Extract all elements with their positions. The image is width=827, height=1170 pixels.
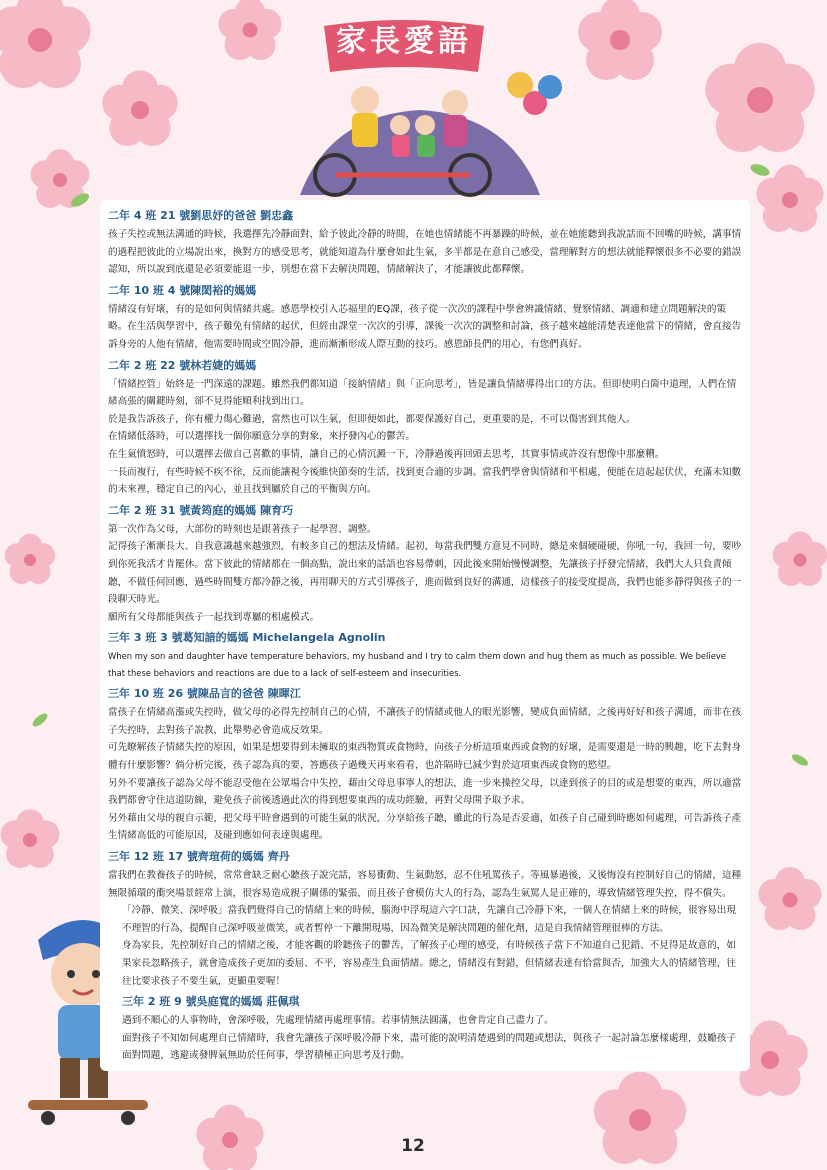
paragraph: 於是我告訴孩子，你有權力傷心難過，當然也可以生氣，但即便如此，都要保護好自己，更重要的是，不可以傷害到其他人。: [108, 413, 636, 425]
article-body: [100, 200, 750, 1071]
section: [108, 207, 742, 279]
section: [108, 502, 742, 627]
paragraph: 另外藉由父母的親自示範，把父母平時會遇到的可能生氣的狀況，分享給孩子聽，雖此的行為是否妥適，如孩子自己碰到時應如何處理，可告訴孩子產生情緒高低的可能原因，及碰到應如何表達與處理。: [108, 812, 742, 842]
paragraph: 可先瞭解孩子情緒失控的原因，如果是想要得到未擁取的東西物質或食物時，向孩子分析這項東西或食物的好壞，是需要還是一時的興趣，吃下去對身體有什麼影響？倘分析完後，孩子認為真的要，答應孩子過幾天再來看看，也許隔時已減少對於這項東西或食物的慾望。: [108, 742, 742, 772]
paragraph: 孩子失控或無法溝通的時候，我選擇先冷靜面對，給予彼此冷靜的時間，在她也情緒能不再暴躁的時候，並在她能聽到我說話而不回嘴的時候，講事情的過程把彼此的立場說出來，換對方的感受思考，就能知道為什麼會如此生氣，多半都是在意自己感受，當理解對方的想法就能釋懷很多不必要的錯誤認知，所以說到底還是必須要能退一步，別想在當下去解決問題，情緒解決了，才能讓彼此都釋懷。: [108, 229, 742, 276]
section: [108, 993, 742, 1065]
paragraph: 情緒沒有好壞，有的是如何與情緒共處。感恩學校引入芯福里的EQ課，孩子從一次次的課程中學會辨識情緒、覺察情緒、調適和建立問題解決的策略。在生活與學習中，孩子難免有情緒的起伏，但經由課堂一次次的引導，課後一次次的調整和討論，孩子越來越能清楚表達他當下的情緒，會直接告訴身旁的人他有情緒，他需要時間或空間冷靜，進而漸漸形成人際互動的技巧。感恩師長們的用心，有您們真好。: [108, 303, 742, 350]
section: [108, 629, 742, 682]
section: [108, 357, 742, 499]
paragraph: 身為家長，先控制好自己的情緒之後，才能客觀的聆聽孩子的鬱苦，了解孩子心理的感受，有時候孩子當下不知道自己犯錯、不見得是故意的，如果家長忽略孩子，就會造成孩子更加的委屈、不平，容易產生負面情緒。總之，情緒沒有對錯，但情緒表達有恰當與否，加強大人的情緒管理，往往比要求孩子不要生氣，更顯重要喔！: [122, 940, 736, 987]
paragraph: 第一次作為父母，大部份的時刻也是跟著孩子一起學習、調整。: [108, 523, 377, 535]
paragraph-english: When my son and daughter have temperature behaviors, my husband and I try to calm them down and hug them as much as possible. We believe that these behaviors and reactions are due to a lack of self-esteem and insecurities.: [108, 651, 726, 679]
section: [108, 685, 742, 845]
section: [108, 848, 742, 990]
section-title: 三年 2 班 9 號吳庭寬的媽媽 莊佩琪: [122, 995, 300, 1009]
section-title: 三年 12 班 17 號齊瑄荷的媽媽 齊丹: [108, 850, 290, 864]
paragraph: 面對孩子不知如何處理自己情緒時，我會先讓孩子深呼吸冷靜下來，盡可能的說明清楚遇到的問題或想法，與孩子一起討論怎麼樣處理，鼓勵孩子面對問題，逃避或發脾氣無助於任何事，學習積極正向思考及行動。: [122, 1032, 736, 1062]
paragraph: 當孩子在情緒高漲或失控時，做父母的必得先控制自己的心情，不讓孩子的情緒或他人的眼光影響，變成負面情緒，之後再好好和孩子溝通，而非在孩子失控時，去對孩子說教，此舉勢必會造成反效果。: [108, 707, 742, 736]
page-title: 家長愛語: [336, 24, 472, 59]
section-title: 二年 4 班 21 號劉思妤的爸爸 劉忠鑫: [108, 209, 294, 222]
paragraph: 「情緒控管」始終是一門深遠的課題。雖然我們都知道「接納情緒」與「正向思考」，皆是讓負情緒導得出口的方法。但即使明白箇中道理，人們在情緒高張的關鍵時刻，卻不見得能順利找到出口。: [108, 378, 737, 408]
paragraph: 另外不要讓孩子認為父母不能忍受他在公眾場合中失控，藉由父母息事寧人的想法，進一步來操控父母，以達到孩子的目的或是想要的東西，所以適當我們都會守住這道防線，避免孩子前後透過此次的得到想要東西的成功經驗，再對父母開予取予求。: [108, 777, 742, 807]
section-title: 三年 3 班 3 號葛知諳的媽媽 Michelangela Agnolin: [108, 631, 386, 645]
paragraph: 在情緒低落時，可以選擇找一個你願意分享的對象，來抒發內心的鬱苦。: [108, 431, 415, 443]
paragraph: 記得孩子漸漸長大、自我意識越來越強烈，有較多自己的想法及情緒。起初，每當我們雙方意見不同時，總是來個硬碰硬，你吼一句，我回一句，要吵到你死我活才肯罷休。當下彼此的情緒都在一個高點，說出來的話語也容易帶刺，因此後來開始慢慢調整，先讓孩子抒發完情緒，我們大人只負責傾聽，不做任何回應，過些時間雙方都冷靜之後，再用聊天的方式引導孩子，進而做到良好的溝通，這樣孩子的接受度提高，我們也能多靜得與孩子的一段聊天時光。: [108, 541, 742, 606]
paragraph: 當我們在教養孩子的時候，常常會缺乏耐心聽孩子說完話，容易衝動、生氣動怒，忍不住吼罵孩子。等風暴過後，又後悔沒有控制好自己的情緒，這種無限循環的衝突場景經常上演，很容易造成親子關係的緊張，而且孩子會模仿大人的行為，認為生氣罵人是正確的，導致情緒管理失控，得不償失。: [108, 870, 742, 899]
page-number: 12: [401, 1136, 425, 1156]
paragraph: 「冷靜、微笑、深呼吸」當我們覺得自己的情緒上來的時候，腦海中浮現這六字口訣，先讓自己冷靜下來，一個人在情緒上來的時候，很容易出現不理智的行為，提醒自己深呼吸並微笑，或者暫停一下離開現場，因為微笑是解決問題的催化劑，這是自我情緒管理很棒的方法。: [122, 905, 736, 934]
paragraph: 願所有父母都能與孩子一起找到專屬的相處模式。: [108, 611, 320, 623]
section-title: 三年 10 班 26 號陳品言的爸爸 陳暉江: [108, 687, 301, 701]
paragraph: 一長而複行，有些時候不疾不徐，反而能讓視今後維快節奏的生活，找到更合適的步調。當我們學會與情緒和平相處，便能在這起起伏伏，充滿未知數的未來裡，穩定自己的內心，並且找到屬於自己的平衡與方向。: [108, 466, 742, 496]
paragraph: 遇到不順心的人事物時，會深呼吸，先處理情緒再處理事情。若事情無法圓滿，也會肯定自己盡力了。: [122, 1015, 554, 1027]
section-title: 二年 2 班 22 號林若婕的媽媽: [108, 358, 257, 372]
paragraph: 在生氣憤怒時，可以選擇去做自己喜歡的事情，讓自己的心情沉澱一下，冷靜過後再回頭去思考，其實事情或許沒有想像中那麼糟。: [108, 448, 665, 460]
section-title: 二年 2 班 31 號黃筠庭的媽媽 陳育巧: [108, 503, 294, 517]
section-title: 二年 10 班 4 號陳閎裕的媽媽: [108, 283, 257, 297]
section: [108, 282, 742, 354]
family-bicycle-illustration: [270, 55, 570, 200]
